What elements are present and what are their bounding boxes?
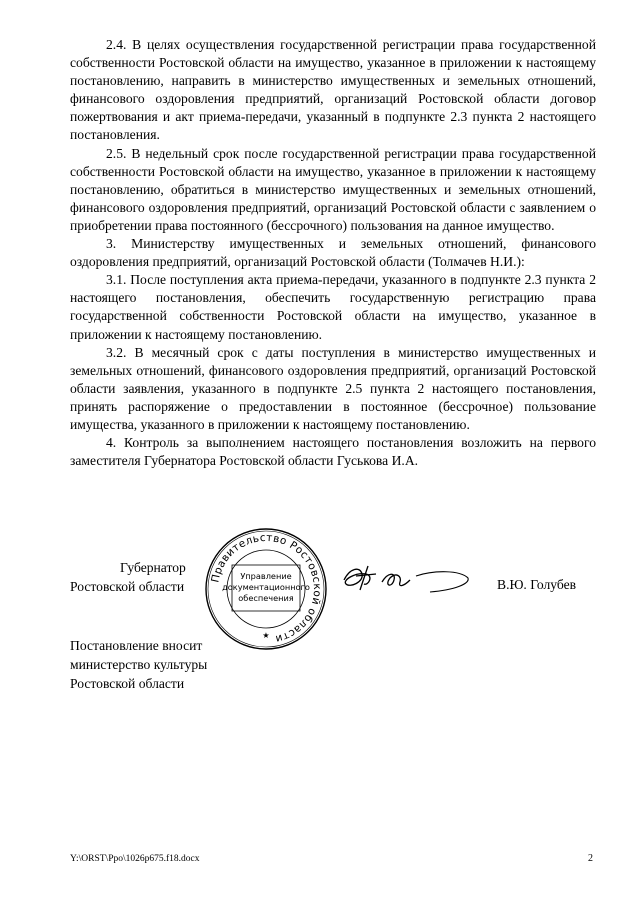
signatory-position: [70, 558, 210, 596]
handwritten-signature: [338, 560, 472, 598]
seal-outer-text: Правительство Ростовской области: [209, 531, 324, 646]
paragraph-2-4: 2.4. В целях осуществления государственной регистрации права государственной собственности Ростовской области на имущество, указанное в приложении к настоящему постановлению, направить в министерство имущественных и земельных отношений, финансового оздоровления предприятий, организаций Ростовской области договор пожертвования и акт приема-передачи, указанный в подпункте 2.3 пункта 2 настоящего постановления.: [70, 37, 596, 143]
official-seal: [204, 527, 328, 651]
paragraph-3-2: 3.2. В месячный срок с даты поступления в министерство имущественных и земельных отношений, финансового оздоровления предприятий, организаций Ростовской области заявления, указанного в подпункте 2.5 пункта 2 настоящего постановления, принять распоряжение о предоставлении в постоянное (бессрочное) пользование имущества, указанного в приложении к настоящему постановлению.: [70, 344, 596, 432]
footer-file-path: Y:\ORST\Ppo\1026p675.f18.docx: [70, 854, 200, 864]
signatory-position-line2: Ростовской области: [70, 579, 185, 594]
submitted-by-line3: Ростовской области: [70, 676, 185, 691]
paragraph-3-1: 3.1. После поступления акта приема-передачи, указанного в подпункте 2.3 пункта 2 настоящего постановления, обеспечить государственную регистрацию права государственной собственности Ростовской области на имущество, указанное в приложении к настоящему постановлению.: [70, 272, 596, 342]
submitted-by: [70, 636, 290, 693]
submitted-by-line2: министерство культуры: [70, 657, 208, 672]
paragraph-3: 3. Министерству имущественных и земельных отношений, финансового оздоровления предприятий, организаций Ростовской области (Толмачев Н.И.):: [70, 236, 596, 270]
seal-inner-line1: Управление: [240, 571, 292, 581]
signatory-name: В.Ю. Голубев: [497, 577, 577, 592]
document-body: [70, 36, 596, 470]
signatory-position-line1: Губернатор: [120, 560, 186, 575]
paragraph-2-5: 2.5. В недельный срок после государственной регистрации права государственной собственности Ростовской области на имущество, указанное в приложении к настоящему постановлению, обратиться в министерство имущественных и земельных отношений, финансового оздоровления предприятий, организаций Ростовской области с заявлением о приобретении права постоянного (бессрочного) пользования на данное имущество.: [70, 145, 596, 233]
page-number: 2: [588, 853, 593, 864]
seal-inner-line2: документационного: [222, 582, 310, 592]
submitted-by-line1: Постановление вносит: [70, 638, 203, 653]
seal-inner-line3: обеспечения: [238, 593, 294, 603]
seal-star: ★: [262, 631, 270, 640]
paragraph-4: 4. Контроль за выполнением настоящего постановления возложить на первого заместителя Губернатора Ростовской области Гуськова И.А.: [70, 435, 596, 469]
